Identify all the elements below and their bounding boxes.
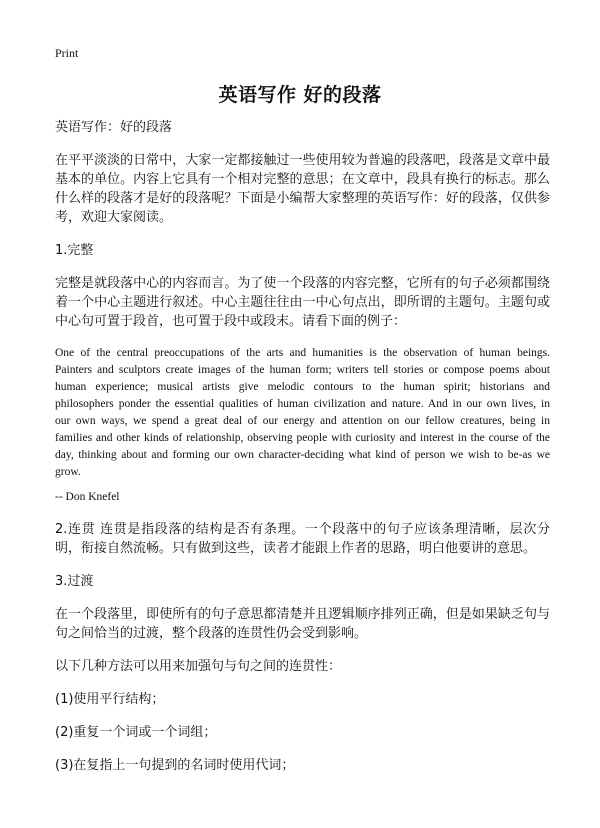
print-label: Print bbox=[55, 46, 79, 60]
list-item: (2)重复一个词或一个词组； bbox=[55, 725, 217, 740]
section3-heading: 3.过渡 bbox=[55, 574, 94, 589]
section3-methods-intro: 以下几种方法可以用来加强句与句之间的连贯性： bbox=[55, 659, 342, 674]
document-body bbox=[55, 118, 550, 789]
section2-paragraph: 2.连贯 连贯是指段落的结构是否有条理。一个段落中的句子应该条理清晰，层次分明，衔接自然流畅。只有做到这些，读者才能跟上作者的思路，明白他要讲的意思。 bbox=[55, 522, 550, 556]
section1-author: -- Don Knefel bbox=[55, 491, 120, 503]
section1-paragraph: 完整是就段落中心的内容而言。为了使一个段落的内容完整，它所有的句子必须都围绕着一个中心主题进行叙述。中心主题往往由一中心句点出，即所谓的主题句。主题句或中心句可置于段首，也可置于段中或段末。请看下面的例子： bbox=[55, 276, 550, 329]
list-item: (1)使用平行结构； bbox=[55, 692, 165, 707]
section1-heading: 1.完整 bbox=[55, 243, 94, 258]
page-title: 英语写作 好的段落 bbox=[218, 84, 382, 106]
intro-subtitle: 英语写作：好的段落 bbox=[55, 120, 173, 135]
section3-paragraph: 在一个段落里，即使所有的句子意思都清楚并且逻辑顺序排列正确，但是如果缺乏句与句之间恰当的过渡，整个段落的连贯性仍会受到影响。 bbox=[55, 607, 550, 641]
section1-english-example: One of the central preoccupations of the arts and humanities is the observation of human beings. Painters and sculptors create images of the human form; writers tell stories or compose poems about human experience; musical artists give melodic contours to the human spirit; historians and philosophers ponder the essential qualities of human civilization and nature. And in our own lives, in our own ways, we spend a great deal of our energy and attention on our fellow creatures, being in families and other kinds of relationship, observing people with curiosity and interest in the course of the day, thinking about and forming our own character-deciding what kind of person we wish to be-as we grow. bbox=[55, 347, 550, 478]
intro-paragraph: 在平平淡淡的日常中，大家一定都接触过一些使用较为普遍的段落吧，段落是文章中最基本的单位。内容上它具有一个相对完整的意思；在文章中，段具有换行的标志。那么什么样的段落才是好的段落呢？下面是小编帮大家整理的英语写作：好的段落，仅供参考，欢迎大家阅读。 bbox=[55, 153, 550, 225]
list-item: (3)在复指上一句提到的名词时使用代词； bbox=[55, 758, 295, 773]
